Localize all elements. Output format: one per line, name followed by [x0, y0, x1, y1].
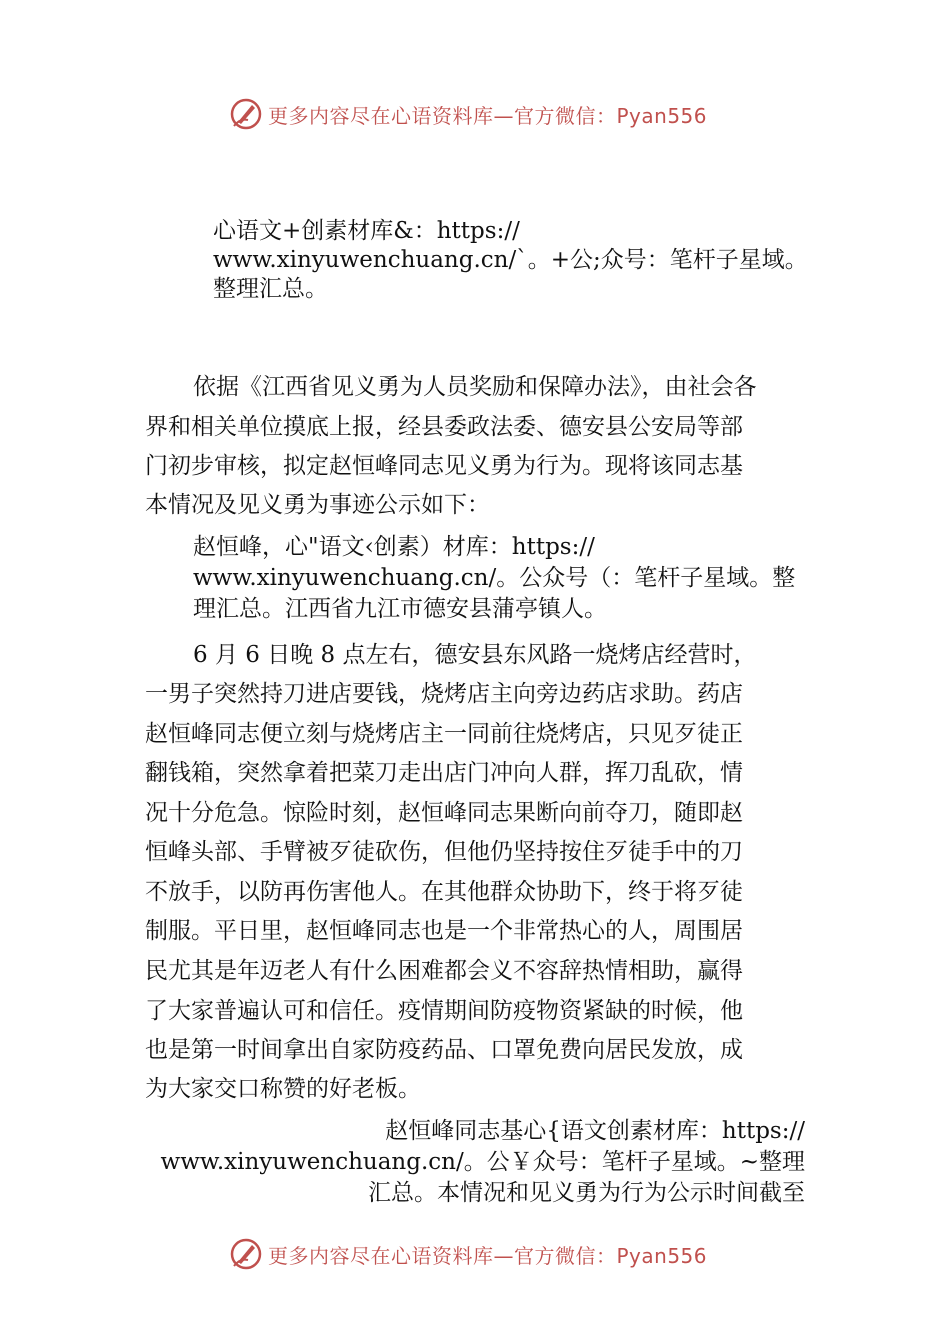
note2-line-2: www.xinyuwenchuang.cn/。公众号（：笔杆子星域。整	[193, 565, 796, 591]
para2-line-12: 为大家交口称赞的好老板。	[145, 1076, 421, 1102]
note1-line-3: 整理汇总。	[213, 276, 328, 302]
note2-line-3: 理汇总。江西省九江市德安县蒲亭镇人。	[193, 596, 607, 622]
para1-line-1: 依据《江西省见义勇为人员奖励和保障办法》，由社会各	[193, 374, 757, 400]
para2-line-2: 一男子突然持刀进店要钱，烧烤店主向旁边药店求助。药店	[145, 681, 743, 707]
pen-logo-icon	[228, 96, 264, 132]
note3-line-3: 汇总。本情况和见义勇为行为公示时间截至	[368, 1180, 805, 1206]
para2-line-11: 也是第一时间拿出自家防疫药品、口罩免费向居民发放，成	[145, 1037, 743, 1063]
note1-line-2: www.xinyuwenchuang.cn/`。+公;众号：笔杆子星域。	[213, 247, 808, 273]
para1-line-3: 门初步审核，拟定赵恒峰同志见义勇为行为。现将该同志基	[145, 453, 743, 479]
note1-line-1: 心语文+创素材库&：https://	[213, 218, 520, 244]
para2-line-8: 制服。平日里，赵恒峰同志也是一个非常热心的人，周围居	[145, 918, 743, 944]
note3-line-2: www.xinyuwenchuang.cn/。公￥众号：笔杆子星域。~整理	[160, 1149, 805, 1175]
note2-line-1: 赵恒峰，心"语文‹创素）材库：https://	[193, 534, 595, 560]
pen-logo-icon	[228, 1236, 264, 1272]
para2-line-9: 民尤其是年迈老人有什么困难都会义不容辞热情相助，赢得	[145, 958, 743, 984]
para2-line-7: 不放手，以防再伤害他人。在其他群众协助下，终于将歹徒	[145, 879, 743, 905]
para2-line-10: 了大家普遍认可和信任。疫情期间防疫物资紧缺的时候，他	[145, 998, 743, 1024]
para2-line-6: 恒峰头部、手臂被歹徒砍伤，但他仍坚持按住歹徒手中的刀	[145, 839, 743, 865]
para2-line-3: 赵恒峰同志便立刻与烧烤店主一同前往烧烤店，只见歹徒正	[145, 721, 743, 747]
para2-line-5: 况十分危急。惊险时刻，赵恒峰同志果断向前夺刀，随即赵	[145, 800, 743, 826]
footer-banner	[228, 1236, 728, 1272]
note3-line-1: 赵恒峰同志基心{语文创素材库：https://	[385, 1118, 805, 1144]
header-banner	[228, 96, 728, 132]
para1-line-4: 本情况及见义勇为事迹公示如下：	[145, 492, 490, 518]
para2-line-1: 6 月 6 日晚 8 点左右，德安县东风路一烧烤店经营时，	[193, 642, 757, 668]
footer-banner-text: 更多内容尽在心语资料库—官方微信：Pyan556	[268, 1243, 708, 1268]
para2-line-4: 翻钱箱，突然拿着把菜刀走出店门冲向人群，挥刀乱砍，情	[145, 760, 743, 786]
header-banner-text: 更多内容尽在心语资料库—官方微信：Pyan556	[268, 103, 708, 128]
para1-line-2: 界和相关单位摸底上报，经县委政法委、德安县公安局等部	[145, 414, 743, 440]
